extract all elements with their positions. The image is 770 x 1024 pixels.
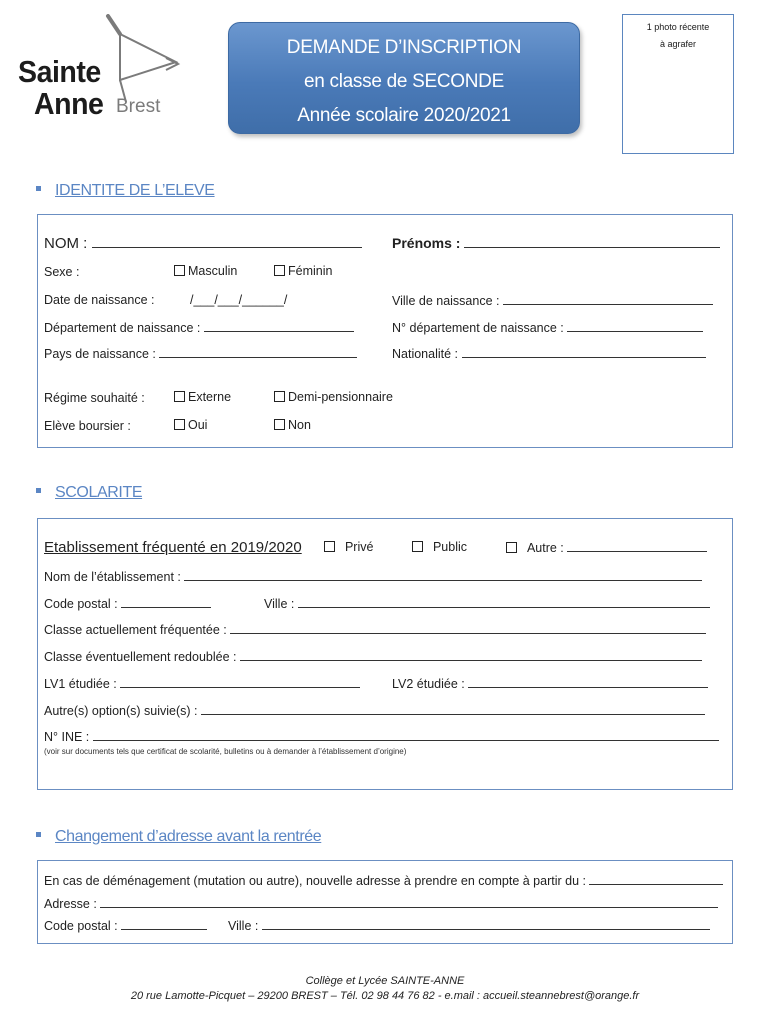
public-label: Public — [432, 540, 467, 554]
adresse-field[interactable] — [100, 896, 718, 908]
num-departement-field[interactable] — [567, 320, 703, 332]
logo-text-brest: Brest — [116, 96, 161, 117]
sexe-label: Sexe : — [44, 265, 80, 279]
num-departement-label: N° département de naissance : — [392, 321, 564, 335]
nom-field[interactable] — [92, 236, 362, 248]
externe-checkbox[interactable] — [174, 391, 185, 402]
options-field[interactable] — [201, 703, 705, 715]
options-label: Autre(s) option(s) suivie(s) : — [44, 704, 198, 718]
masculin-label: Masculin — [188, 264, 238, 278]
feminin-label: Féminin — [288, 264, 333, 278]
adresse-label: Adresse : — [44, 897, 97, 911]
footer-contact: 20 rue Lamotte-Picquet – 29200 BREST – Tél. 02 98 44 76 82 - e.mail : accueil.steannebrest@orange.fr — [130, 990, 640, 1002]
school-logo — [16, 14, 196, 124]
pays-naissance-label: Pays de naissance : — [44, 347, 156, 361]
code-postal-label: Code postal : — [44, 597, 118, 611]
ine-note: (voir sur documents tels que certificat de scolarité, bulletins ou à demander à l’établissement d’origine) — [44, 747, 407, 756]
code-postal-field[interactable] — [121, 596, 211, 608]
classe-redoublee-field[interactable] — [240, 649, 702, 661]
section-heading-identite: IDENTITE DE L’ELEVE — [36, 182, 215, 200]
adresse-ville-field[interactable] — [262, 918, 710, 930]
ville-naissance-label: Ville de naissance : — [392, 294, 500, 308]
title-line-3: Année scolaire 2020/2021 — [297, 105, 511, 126]
scolarite-box — [37, 518, 733, 790]
public-checkbox[interactable] — [412, 541, 423, 552]
nationalite-field[interactable] — [462, 346, 706, 358]
adresse-code-postal-label: Code postal : — [44, 919, 118, 933]
nom-label: NOM : — [44, 235, 88, 252]
classe-actuelle-label: Classe actuellement fréquentée : — [44, 623, 227, 637]
section-heading-adresse: Changement d’adresse avant la rentrée — [36, 828, 321, 846]
demi-pensionnaire-checkbox[interactable] — [274, 391, 285, 402]
boursier-oui-label: Oui — [188, 418, 208, 432]
classe-actuelle-field[interactable] — [230, 622, 706, 634]
boursier-non-label: Non — [288, 418, 311, 432]
autre-checkbox[interactable] — [506, 542, 517, 553]
nom-etablissement-label: Nom de l’établissement : — [44, 570, 181, 584]
ville-naissance-field[interactable] — [503, 293, 713, 305]
prive-checkbox[interactable] — [324, 541, 335, 552]
prenoms-label: Prénoms : — [392, 235, 461, 251]
pays-naissance-field[interactable] — [159, 346, 357, 358]
classe-redoublee-label: Classe éventuellement redoublée : — [44, 650, 237, 664]
title-banner — [228, 22, 580, 134]
lv1-label: LV1 étudiée : — [44, 677, 117, 691]
bullet-icon — [36, 186, 41, 191]
regime-label: Régime souhaité : — [44, 391, 145, 405]
nom-etablissement-field[interactable] — [184, 569, 702, 581]
ine-label: N° INE : — [44, 730, 90, 744]
autre-label: Autre : — [526, 541, 564, 555]
title-line-1: DEMANDE D’INSCRIPTION — [286, 37, 522, 58]
identite-box — [37, 214, 733, 448]
boursier-label: Elève boursier : — [44, 419, 131, 433]
prenoms-field[interactable] — [464, 236, 720, 248]
photo-label-2: à agrafer — [659, 39, 697, 49]
footer-school-name: Collège et Lycée SAINTE-ANNE — [305, 975, 465, 987]
section-heading-scolarite: SCOLARITE — [36, 484, 142, 502]
externe-label: Externe — [188, 390, 232, 404]
prive-label: Privé — [344, 540, 374, 554]
autre-field[interactable] — [567, 540, 707, 552]
lv2-label: LV2 étudiée : — [392, 677, 465, 691]
lv1-field[interactable] — [120, 676, 360, 688]
demenagement-label: En cas de déménagement (mutation ou autre), nouvelle adresse à prendre en compte à partir du : — [44, 874, 586, 888]
adresse-ville-label: Ville : — [228, 919, 259, 933]
bullet-icon — [36, 832, 41, 837]
photo-box[interactable] — [622, 14, 734, 154]
departement-naissance-label: Département de naissance : — [44, 321, 201, 335]
nationalite-label: Nationalité : — [392, 347, 459, 361]
date-naissance-field[interactable]: /___/___/______/ — [190, 293, 288, 307]
feminin-checkbox[interactable] — [274, 265, 285, 276]
ine-field[interactable] — [93, 729, 719, 741]
demi-pensionnaire-label: Demi-pensionnaire — [288, 390, 393, 404]
date-demenagement-field[interactable] — [589, 873, 723, 885]
title-line-2: en classe de SECONDE — [304, 71, 504, 92]
logo-text-sainte: Sainte — [18, 54, 101, 89]
etablissement-frequente-label: Etablissement fréquenté en 2019/2020 — [44, 539, 302, 556]
departement-naissance-field[interactable] — [204, 320, 354, 332]
logo-text-anne: Anne — [34, 86, 104, 121]
adresse-box — [37, 860, 733, 944]
adresse-code-postal-field[interactable] — [121, 918, 207, 930]
ville-label: Ville : — [264, 597, 295, 611]
masculin-checkbox[interactable] — [174, 265, 185, 276]
photo-label-1: 1 photo récente — [646, 22, 710, 32]
boursier-oui-checkbox[interactable] — [174, 419, 185, 430]
boursier-non-checkbox[interactable] — [274, 419, 285, 430]
lv2-field[interactable] — [468, 676, 708, 688]
ville-field[interactable] — [298, 596, 710, 608]
bullet-icon — [36, 488, 41, 493]
date-naissance-label: Date de naissance : — [44, 293, 155, 307]
